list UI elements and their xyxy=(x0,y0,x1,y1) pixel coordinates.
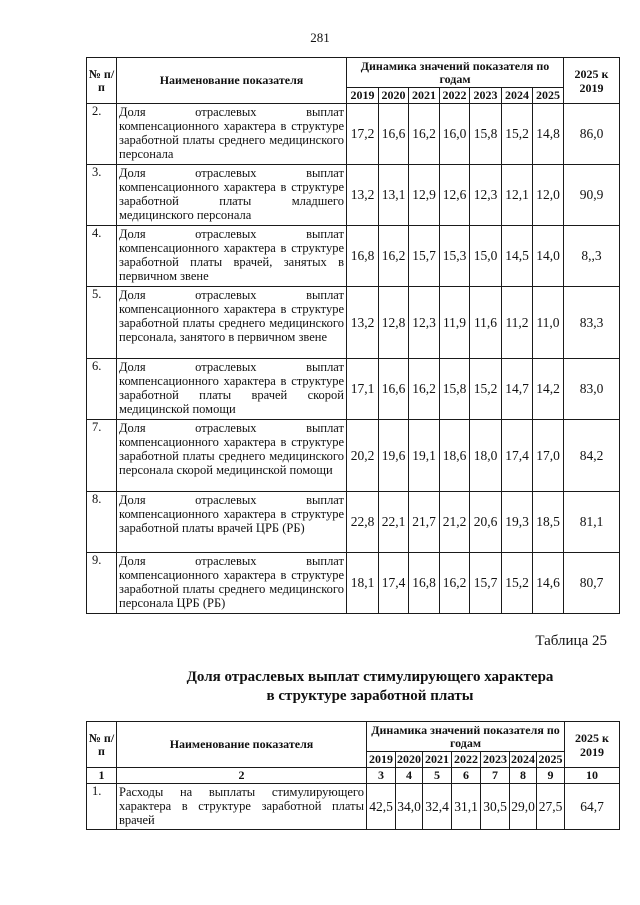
year-header: 2023 xyxy=(470,88,502,104)
table-title-line-2: в структуре заработной платы xyxy=(266,688,474,704)
row-number: 5. xyxy=(87,287,117,359)
year-value: 13,1 xyxy=(379,165,409,226)
row-number: 8. xyxy=(87,492,117,553)
ratio-value: 90,9 xyxy=(564,165,620,226)
year-value: 27,5 xyxy=(537,784,565,830)
stimulating-payments-table xyxy=(86,721,620,830)
year-value: 16,0 xyxy=(440,104,470,165)
year-value: 32,4 xyxy=(423,784,452,830)
table-title-line-1: Доля отраслевых выплат стимулирующего характера xyxy=(186,669,554,685)
year-value: 20,2 xyxy=(347,420,379,492)
year-value: 13,2 xyxy=(347,287,379,359)
table-row xyxy=(87,226,620,287)
year-value: 21,7 xyxy=(409,492,440,553)
year-value: 14,2 xyxy=(533,359,564,420)
year-value: 31,1 xyxy=(452,784,481,830)
indicator-name: Расходы на выплаты стимулирующего характера в структуре заработной платы врачей xyxy=(117,784,367,830)
year-value: 15,0 xyxy=(470,226,502,287)
column-index: 1 xyxy=(87,768,117,784)
year-value: 15,3 xyxy=(440,226,470,287)
year-value: 19,6 xyxy=(379,420,409,492)
ratio-value: 86,0 xyxy=(564,104,620,165)
year-header: 2022 xyxy=(440,88,470,104)
table-row xyxy=(87,165,620,226)
year-value: 29,0 xyxy=(510,784,537,830)
row-number: 9. xyxy=(87,553,117,614)
indicator-table-continued xyxy=(86,57,620,614)
year-header: 2019 xyxy=(347,88,379,104)
year-header: 2023 xyxy=(481,752,510,768)
ratio-value: 83,3 xyxy=(564,287,620,359)
year-value: 18,5 xyxy=(533,492,564,553)
table-row xyxy=(87,287,620,359)
column-header-no: № п/п xyxy=(87,722,117,768)
indicator-name: Доля отраслевых выплат компенсационного характера в структуре заработной платы врачей ЦРБ (РБ) xyxy=(117,492,347,553)
year-value: 42,5 xyxy=(367,784,396,830)
year-value: 12,0 xyxy=(533,165,564,226)
year-header: 2025 xyxy=(533,88,564,104)
year-value: 16,6 xyxy=(379,359,409,420)
year-value: 16,2 xyxy=(440,553,470,614)
page-number: 281 xyxy=(310,30,330,45)
year-value: 17,4 xyxy=(502,420,533,492)
row-number: 7. xyxy=(87,420,117,492)
year-value: 11,2 xyxy=(502,287,533,359)
indicator-name: Доля отраслевых выплат компенсационного характера в структуре заработной платы среднего медицинского персонала, занятого в первичном звене xyxy=(117,287,347,359)
year-value: 12,3 xyxy=(409,287,440,359)
year-value: 17,2 xyxy=(347,104,379,165)
year-value: 19,1 xyxy=(409,420,440,492)
year-value: 22,1 xyxy=(379,492,409,553)
ratio-value: 8,,3 xyxy=(564,226,620,287)
year-value: 12,1 xyxy=(502,165,533,226)
table-row xyxy=(87,492,620,553)
table-title xyxy=(0,668,640,706)
year-value: 14,7 xyxy=(502,359,533,420)
year-header: 2019 xyxy=(367,752,396,768)
year-value: 12,8 xyxy=(379,287,409,359)
year-value: 15,2 xyxy=(502,553,533,614)
year-value: 16,2 xyxy=(409,359,440,420)
ratio-value: 80,7 xyxy=(564,553,620,614)
indicator-name: Доля отраслевых выплат компенсационного характера в структуре заработной платы врачей скорой медицинской помощи xyxy=(117,359,347,420)
row-number: 6. xyxy=(87,359,117,420)
year-header: 2025 xyxy=(538,752,563,766)
column-index: 5 xyxy=(423,768,452,784)
year-value: 11,0 xyxy=(533,287,564,359)
year-value: 16,8 xyxy=(347,226,379,287)
year-value: 30,5 xyxy=(481,784,510,830)
year-header: 2024 xyxy=(511,752,535,766)
year-value: 17,0 xyxy=(533,420,564,492)
year-value: 19,3 xyxy=(502,492,533,553)
column-index: 10 xyxy=(565,768,620,784)
indicator-name: Доля отраслевых выплат компенсационного характера в структуре заработной платы врачей, занятых в первичном звене xyxy=(117,226,347,287)
column-header-dynamics: Динамика значений показателя по годам xyxy=(347,58,564,88)
year-value: 15,2 xyxy=(502,104,533,165)
ratio-value: 83,0 xyxy=(564,359,620,420)
column-header-name: Наименование показателя xyxy=(117,58,347,104)
year-value: 16,6 xyxy=(379,104,409,165)
table-caption: Таблица 25 xyxy=(535,633,607,649)
year-value: 13,2 xyxy=(347,165,379,226)
year-value: 14,5 xyxy=(502,226,533,287)
year-value: 12,9 xyxy=(409,165,440,226)
year-value: 15,7 xyxy=(409,226,440,287)
column-header-no: № п/п xyxy=(87,58,117,104)
year-value: 20,6 xyxy=(470,492,502,553)
year-value: 18,0 xyxy=(470,420,502,492)
row-number: 3. xyxy=(87,165,117,226)
year-value: 15,7 xyxy=(470,553,502,614)
column-index: 4 xyxy=(396,768,423,784)
year-value: 11,6 xyxy=(470,287,502,359)
year-value: 16,8 xyxy=(409,553,440,614)
table-row xyxy=(87,104,620,165)
ratio-value: 84,2 xyxy=(564,420,620,492)
year-value: 18,1 xyxy=(347,553,379,614)
indicator-name: Доля отраслевых выплат компенсационного характера в структуре заработной платы младшего медицинского персонала xyxy=(117,165,347,226)
year-header: 2020 xyxy=(397,752,421,766)
column-index: 9 xyxy=(537,768,565,784)
column-index: 6 xyxy=(452,768,481,784)
column-header-name: Наименование показателя xyxy=(117,722,367,768)
year-value: 34,0 xyxy=(396,784,423,830)
year-value: 14,6 xyxy=(533,553,564,614)
column-index: 2 xyxy=(117,768,367,784)
indicator-name: Доля отраслевых выплат компенсационного характера в структуре заработной платы среднего медицинского персонала ЦРБ (РБ) xyxy=(117,553,347,614)
year-header: 2021 xyxy=(409,88,440,104)
year-value: 14,8 xyxy=(533,104,564,165)
table-row xyxy=(87,359,620,420)
year-value: 17,1 xyxy=(347,359,379,420)
table-row xyxy=(87,553,620,614)
column-index: 8 xyxy=(510,768,537,784)
column-header-dynamics: Динамика значений показателя по годам xyxy=(367,722,565,752)
ratio-value: 81,1 xyxy=(564,492,620,553)
year-value: 15,2 xyxy=(470,359,502,420)
year-header: 2020 xyxy=(379,88,409,104)
column-header-ratio: 2025 к 2019 xyxy=(564,58,620,104)
year-value: 11,9 xyxy=(440,287,470,359)
year-header: 2021 xyxy=(423,752,452,768)
year-header: 2024 xyxy=(502,88,533,104)
ratio-value: 64,7 xyxy=(565,784,620,830)
indicator-name: Доля отраслевых выплат компенсационного характера в структуре заработной платы среднего медицинского персонала скорой медицинской помощи xyxy=(117,420,347,492)
row-number: 4. xyxy=(87,226,117,287)
year-value: 14,0 xyxy=(533,226,564,287)
year-value: 12,3 xyxy=(470,165,502,226)
table-row xyxy=(87,784,620,830)
year-value: 18,6 xyxy=(440,420,470,492)
year-value: 16,2 xyxy=(379,226,409,287)
year-header: 2022 xyxy=(452,752,481,768)
indicator-name: Доля отраслевых выплат компенсационного характера в структуре заработной платы среднего медицинского персонала xyxy=(117,104,347,165)
year-value: 15,8 xyxy=(440,359,470,420)
row-number: 2. xyxy=(87,104,117,165)
year-value: 12,6 xyxy=(440,165,470,226)
year-value: 17,4 xyxy=(379,553,409,614)
table-row xyxy=(87,420,620,492)
year-value: 22,8 xyxy=(347,492,379,553)
year-value: 21,2 xyxy=(440,492,470,553)
row-number: 1. xyxy=(87,784,117,830)
year-value: 15,8 xyxy=(470,104,502,165)
column-index: 3 xyxy=(367,768,396,784)
column-header-ratio: 2025 к 2019 xyxy=(565,722,620,768)
column-index: 7 xyxy=(481,768,510,784)
year-value: 16,2 xyxy=(409,104,440,165)
